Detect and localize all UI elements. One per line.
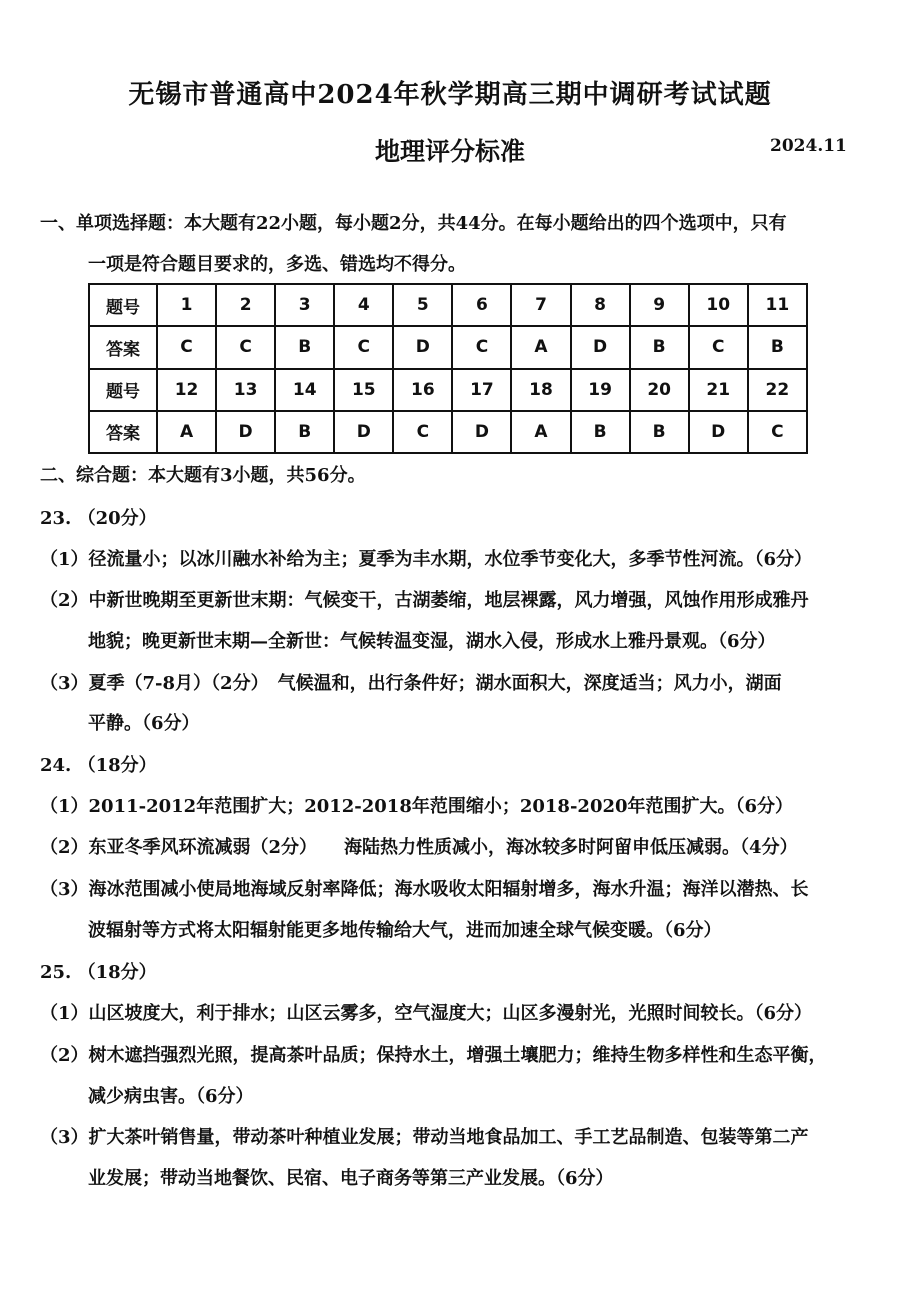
answer-cell: D bbox=[334, 411, 393, 453]
answer-cell: A bbox=[511, 411, 570, 453]
question-number-cell: 18 bbox=[511, 369, 570, 411]
q25-heading: 25. （18分） bbox=[40, 962, 157, 983]
table-row-answers-1 bbox=[89, 326, 807, 368]
question-number-cell: 9 bbox=[630, 284, 689, 326]
question-number-cell: 11 bbox=[748, 284, 807, 326]
question-number-cell: 14 bbox=[275, 369, 334, 411]
section1-intro-line2: 一项是符合题目要求的，多选、错选均不得分。 bbox=[88, 254, 466, 275]
q24-heading: 24. （18分） bbox=[40, 755, 157, 776]
question-number-cell: 17 bbox=[452, 369, 511, 411]
table-row-numbers-1 bbox=[89, 284, 807, 326]
answer-cell: C bbox=[393, 411, 452, 453]
q23-answer-2-line1: （2）中新世晚期至更新世末期：气候变干，古湖萎缩，地层裸露，风力增强，风蚀作用形成雅丹 bbox=[40, 590, 809, 611]
table-row-answers-2 bbox=[89, 411, 807, 453]
question-number-cell: 5 bbox=[393, 284, 452, 326]
answer-cell: C bbox=[452, 326, 511, 368]
exam-date: 2024.11 bbox=[770, 136, 847, 156]
section2-intro: 二、综合题：本大题有3小题，共56分。 bbox=[40, 465, 366, 486]
row-label-number: 题号 bbox=[89, 369, 157, 411]
answer-cell: D bbox=[689, 411, 748, 453]
answer-cell: A bbox=[511, 326, 570, 368]
answer-cell: C bbox=[157, 326, 216, 368]
question-number-cell: 15 bbox=[334, 369, 393, 411]
question-number-cell: 6 bbox=[452, 284, 511, 326]
q24-answer-3-line2: 波辐射等方式将太阳辐射能更多地传输给大气，进而加速全球气候变暖。（6分） bbox=[88, 920, 722, 941]
q25-answer-3-line1: （3）扩大茶叶销售量，带动茶叶种植业发展；带动当地食品加工、手工艺品制造、包装等第二产 bbox=[40, 1127, 809, 1148]
answer-cell: B bbox=[571, 411, 630, 453]
q23-answer-1: （1）径流量小；以冰川融水补给为主；夏季为丰水期，水位季节变化大，多季节性河流。（6分） bbox=[40, 549, 813, 570]
answer-cell: C bbox=[748, 411, 807, 453]
section1-intro-line1: 一、单项选择题：本大题有22小题，每小题2分，共44分。在每小题给出的四个选项中，只有 bbox=[40, 213, 787, 234]
answer-cell: D bbox=[393, 326, 452, 368]
question-number-cell: 21 bbox=[689, 369, 748, 411]
answer-cell: B bbox=[748, 326, 807, 368]
question-number-cell: 7 bbox=[511, 284, 570, 326]
answer-cell: B bbox=[630, 326, 689, 368]
q25-answer-2-line2: 减少病虫害。（6分） bbox=[88, 1086, 254, 1107]
answer-cell: B bbox=[275, 411, 334, 453]
question-number-cell: 1 bbox=[157, 284, 216, 326]
q23-heading: 23. （20分） bbox=[40, 508, 157, 529]
question-number-cell: 3 bbox=[275, 284, 334, 326]
answer-table bbox=[88, 283, 808, 454]
question-number-cell: 12 bbox=[157, 369, 216, 411]
q25-answer-3-line2: 业发展；带动当地餐饮、民宿、电子商务等第三产业发展。（6分） bbox=[88, 1168, 614, 1189]
page-title: 无锡市普通高中2024年秋学期高三期中调研考试试题 bbox=[128, 80, 772, 110]
q23-answer-3-line2: 平静。（6分） bbox=[88, 713, 200, 734]
question-number-cell: 2 bbox=[216, 284, 275, 326]
question-number-cell: 19 bbox=[571, 369, 630, 411]
answer-cell: D bbox=[571, 326, 630, 368]
q25-answer-2-line1: （2）树木遮挡强烈光照，提高茶叶品质；保持水土，增强土壤肥力；维持生物多样性和生态平衡， bbox=[40, 1045, 827, 1066]
q23-answer-2-line2: 地貌；晚更新世末期—全新世：气候转温变湿，湖水入侵，形成水上雅丹景观。（6分） bbox=[88, 631, 776, 652]
answer-cell: D bbox=[452, 411, 511, 453]
q24-answer-3-line1: （3）海冰范围减小使局地海域反射率降低；海水吸收太阳辐射增多，海水升温；海洋以潜热、长 bbox=[40, 879, 809, 900]
row-label-answer: 答案 bbox=[89, 326, 157, 368]
question-number-cell: 8 bbox=[571, 284, 630, 326]
q25-answer-1: （1）山区坡度大，利于排水；山区云雾多，空气湿度大；山区多漫射光，光照时间较长。（6分） bbox=[40, 1003, 813, 1024]
answer-cell: C bbox=[216, 326, 275, 368]
question-number-cell: 10 bbox=[689, 284, 748, 326]
question-number-cell: 16 bbox=[393, 369, 452, 411]
table-row-numbers-2 bbox=[89, 369, 807, 411]
q24-answer-1: （1）2011-2012年范围扩大；2012-2018年范围缩小；2018-2020年范围扩大。（6分） bbox=[40, 796, 794, 817]
answer-cell: C bbox=[334, 326, 393, 368]
answer-cell: B bbox=[630, 411, 689, 453]
answer-cell: C bbox=[689, 326, 748, 368]
answer-cell: A bbox=[157, 411, 216, 453]
question-number-cell: 13 bbox=[216, 369, 275, 411]
q23-answer-3-line1: （3）夏季（7-8月）（2分） 气候温和，出行条件好；湖水面积大，深度适当；风力小，湖面 bbox=[40, 673, 782, 694]
answer-cell: B bbox=[275, 326, 334, 368]
question-number-cell: 22 bbox=[748, 369, 807, 411]
question-number-cell: 20 bbox=[630, 369, 689, 411]
q24-answer-2: （2）东亚冬季风环流减弱（2分） 海陆热力性质减小，海冰较多时阿留申低压减弱。（4分） bbox=[40, 837, 798, 858]
answer-cell: D bbox=[216, 411, 275, 453]
page-subtitle: 地理评分标准 bbox=[374, 137, 525, 166]
question-number-cell: 4 bbox=[334, 284, 393, 326]
row-label-answer: 答案 bbox=[89, 411, 157, 453]
row-label-number: 题号 bbox=[89, 284, 157, 326]
